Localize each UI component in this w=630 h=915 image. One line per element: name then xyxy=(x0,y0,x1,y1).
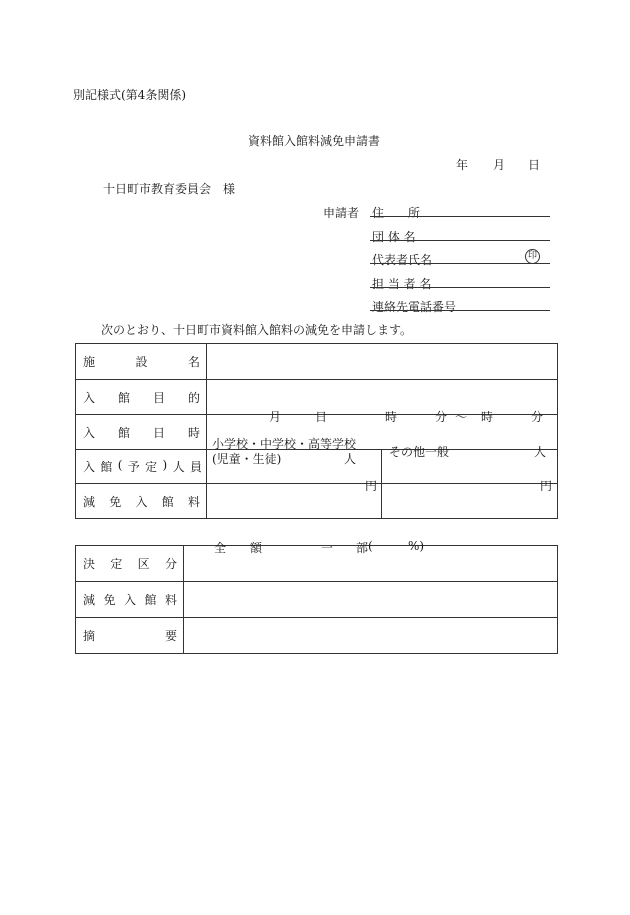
yen-unit-1: 円 xyxy=(365,479,378,493)
purpose-input[interactable] xyxy=(207,380,558,415)
purpose-label-cell xyxy=(76,380,207,415)
seal-mark: 印 xyxy=(525,249,540,264)
visitors-label-cell xyxy=(76,450,207,484)
group-name-field[interactable] xyxy=(370,240,550,241)
date-year-label: 年 xyxy=(456,158,469,172)
fee-row xyxy=(76,484,558,519)
remarks-label: 摘 要 xyxy=(83,629,177,643)
facility-label-cell xyxy=(76,344,207,380)
students-label-line1: 小学校・中学校・高等学校 xyxy=(212,437,357,451)
date-day-label: 日 xyxy=(528,158,541,172)
decided-fee-input[interactable] xyxy=(184,582,558,618)
decision-partial-char1: 一 xyxy=(321,541,334,555)
application-table xyxy=(75,343,558,519)
datetime-month: 月 xyxy=(269,410,282,424)
applicant-label: 申請者 xyxy=(323,206,360,220)
address-field[interactable] xyxy=(370,216,550,217)
decision-row xyxy=(76,546,558,582)
datetime-tilde: ～ xyxy=(455,410,468,424)
phone-field[interactable] xyxy=(370,310,550,311)
students-label-line2: (児童・生徒) xyxy=(212,452,282,466)
fee-amount-input-2[interactable] xyxy=(382,479,558,519)
decision-percent-close: %) xyxy=(408,539,425,553)
decided-fee-row xyxy=(76,582,558,618)
remarks-label-cell xyxy=(76,618,184,654)
decision-label: 決 定 区 分 xyxy=(83,557,177,571)
facility-label: 施 設 名 xyxy=(83,355,200,369)
decided-fee-label: 減 免 入 館 料 xyxy=(83,593,177,607)
datetime-hour-start: 時 xyxy=(385,410,398,424)
others-label: その他一般 xyxy=(389,445,450,459)
yen-unit-2: 円 xyxy=(540,479,553,493)
document-title: 資料館入館料減免申請書 xyxy=(248,134,381,148)
form-reference: 別記様式(第4条関係) xyxy=(73,88,186,102)
decision-full-char1: 全 xyxy=(214,541,227,555)
representative-field[interactable] xyxy=(370,263,550,264)
students-unit: 人 xyxy=(344,452,357,466)
decision-full-char2: 額 xyxy=(250,541,263,555)
datetime-minute-end: 分 xyxy=(531,410,544,424)
decision-label-cell xyxy=(76,546,184,582)
date-month-label: 月 xyxy=(493,158,506,172)
visitors-label: 入 館 ( 予 定 ) 人 員 xyxy=(83,458,202,474)
group-name-label: 団 体 名 xyxy=(372,230,416,244)
phone-label: 連絡先電話番号 xyxy=(372,300,457,314)
person-in-charge-label: 担 当 者 名 xyxy=(372,277,432,291)
datetime-label: 入 館 日 時 xyxy=(83,425,200,440)
fee-amount-input-1[interactable] xyxy=(207,479,382,519)
datetime-label-cell xyxy=(76,415,207,450)
visitors-row xyxy=(76,450,558,484)
fee-label: 減 免 入 館 料 xyxy=(83,494,200,509)
decision-partial-char2: 部 xyxy=(356,541,369,555)
fee-label-cell xyxy=(76,484,207,519)
facility-row xyxy=(76,344,558,380)
datetime-day: 日 xyxy=(315,410,328,424)
remarks-row xyxy=(76,618,558,654)
decided-fee-label-cell xyxy=(76,582,184,618)
purpose-label: 入 館 目 的 xyxy=(83,390,200,405)
facility-input[interactable] xyxy=(207,344,558,380)
representative-label: 代表者氏名 xyxy=(372,253,433,267)
person-in-charge-field[interactable] xyxy=(370,287,550,288)
datetime-minute-start: 分 xyxy=(435,410,448,424)
address-label: 住 所 xyxy=(372,206,421,220)
decision-percent-open: ( xyxy=(368,539,373,553)
students-count-input[interactable] xyxy=(207,437,382,484)
addressee: 十日町市教育委員会 様 xyxy=(103,182,236,196)
decision-input[interactable] xyxy=(184,539,558,582)
remarks-input[interactable] xyxy=(184,618,558,654)
others-unit: 人 xyxy=(534,445,547,459)
datetime-hour-end: 時 xyxy=(481,410,494,424)
decision-table xyxy=(75,539,558,654)
intro-text: 次のとおり、十日町市資料館入館料の減免を申請します。 xyxy=(101,323,413,337)
others-count-input[interactable] xyxy=(382,445,558,484)
